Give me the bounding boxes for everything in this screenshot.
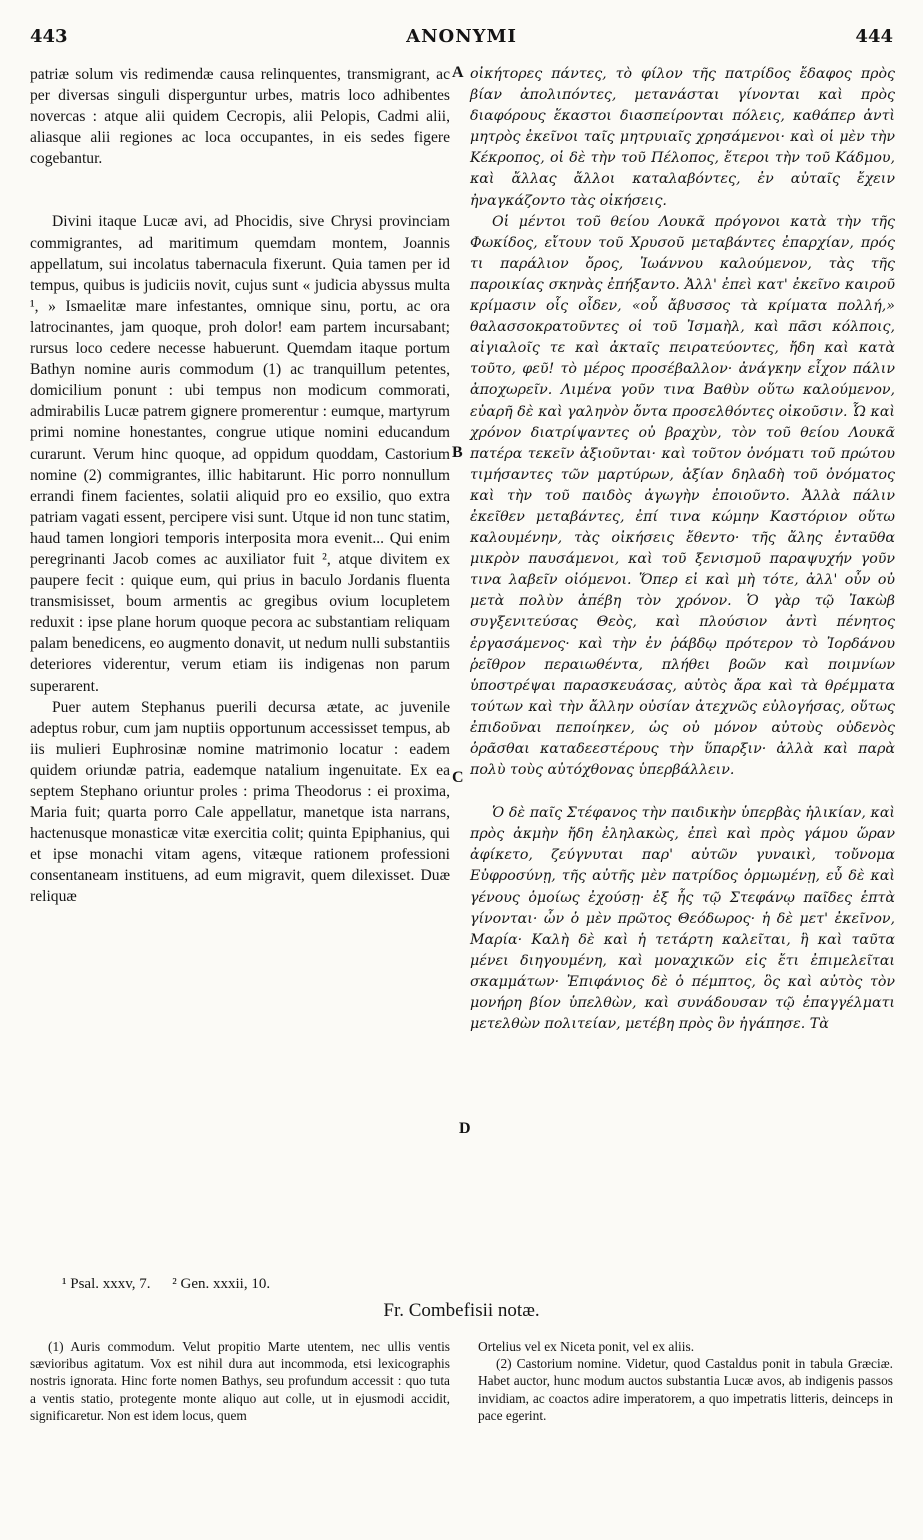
footnote-1: ¹ Psal. xxxv, 7. (62, 1276, 151, 1292)
latin-column (30, 64, 450, 908)
notes-right-column (478, 1338, 893, 1424)
section-marker-d: D (459, 1120, 471, 1137)
greek-paragraph-2: Οἱ μέντοι τοῦ θείου Λουκᾶ πρόγονοι κατὰ τὴν τῆς Φωκίδος, εἴτουν τοῦ Χρυσοῦ μεταβάντες ἐπαρχίαν, πρός τι παράλιον ὄρος, Ἰωάννου καλούμενον, τὰς τῆς παροικίας σκηνὰς ἐπήξαντο. Ἀλλ' ἐπεὶ κατ' ἐκεῖνο καιροῦ κρίμασιν οἷς οἶδεν, «οὗ ἄβυσσος τὰ κρίματα πολλή,» θαλασσοκρατοῦντες οἱ τοῦ Ἰσμαὴλ, καὶ πᾶσι κόλποις, αἰγιαλοῖς τε καὶ ἀκταῖς πειρατεύοντες, ἤδη καὶ κατὰ τοῦτο, φεῦ! τὸ μέρος προσέβαλλον· ἀνάγκην εἶχον πάλιν ἀποχωρεῖν. Λιμένα γοῦν τινα Βαθὺν οὕτω καλούμενον, εὐαρῆ δὲ καὶ γαληνὸν ὄντα προσελθόντες οἰκοῦσιν. Ὧ καὶ χρόνον διατρίψαντες οὐ βραχὺν, τὸν τοῦ θείου Λουκᾶ πατέρα τεκεῖν ἀξιοῦνται· καὶ τοῦτον ὀνόματι τοῦ πρώτου τιμήσαντες τῶν μαρτύρων, ἀξίαν δηλαδὴ τοῦ ὀνόματος καὶ τὴν τοῦ παιδὸς ἀγωγὴν ἐποιοῦντο. Ἀλλὰ πάλιν ἐκεῖθεν μεταβάντες, ἐπί τινα κώμην Καστόριον οὕτω καλουμένην, τὰς οἰκήσεις ἔθεντο· τῆς ἄλης ἐνταῦθα μικρὸν παυσάμενοι, καὶ τοῦ ξενισμοῦ παραψυχήν γοῦν τινα λαβεῖν οἰόμενοι. Ὅπερ εἰ καὶ μὴ τότε, ἀλλ' οὖν οὐ μετὰ πολὺν ἀπέβη τὸν χρόνον. Ὁ γὰρ τῷ Ἰακὼβ συγξενιτεύσας Θεὸς, καὶ πλούσιον ἀντὶ πένητος ἐργασάμενος· καὶ τὴν ἐν ῥάβδῳ πρότερον τὸ Ἰορδάνου ῥεῖθρον περαιωθέντα, πλήθει βοῶν καὶ ποιμνίων ὑποστρέψαι παρασκευάσας, αὐτὸς ἄρα καὶ τὰ θρέμματα τούτων καὶ τὴν ἄλλην οὐσίαν ἀτεχνῶς εὐλογήσας, οὕτως ἐπιδοῦναι πεποίηκεν, ὡς οὐ μόνον αὐτοὺς οὐδενὸς ὁρᾶσθαι καταδεεστέρους τὴν ὕπαρξιν· ἀλλὰ καὶ παρὰ πολὺ τοὺς αὐτόχθονας ὑπερβάλλειν. (470, 213, 895, 779)
note-1: (1) Auris commodum. Velut propitio Marte utentem, nec ullis ventis sævioribus agitatum. Vox est nihil dura aut incommoda, etsi lexicographis nostris ignorata. Hinc forte nomen Bathys, seu profundum accessit : quo tuta a ventis statio, protegente monte aliquo aut colle, ut in ejusmodi accidit, significaretur. Non est idem locus, quem (30, 1339, 450, 1423)
latin-paragraph-1: patriæ solum vis redimendæ causa relinquentes, transmigrant, ac per diversas singuli disperguntur urbes, matris loco adhibentes novercas : atque alii quidem Cecropis, alii Pelopis, Cadmi alii, aliasque alii regiones ac loca occupantes, in eis sedes figere cogebantur. (30, 66, 450, 168)
page-number-left: 443 (30, 26, 68, 47)
section-marker-b: B (452, 444, 463, 461)
footnote-2: ² Gen. xxxii, 10. (172, 1276, 271, 1292)
greek-paragraph-3: Ὁ δὲ παῖς Στέφανος τὴν παιδικὴν ὑπερβὰς ἡλικίαν, καὶ πρὸς ἀκμὴν ἤδη ἐληλακὼς, ἐπεὶ καὶ πρὸς γάμου ὥραν ἀφίκετο, ζεύγνυται παρ' αὐτῶν γυναικὶ, τοὔνομα Εὐφροσύνῃ, τῆς αὐτῆς μὲν πατρίδος ὁρμωμένῃ, εὖ δὲ καὶ γένους ὁμοίως ἐχούσῃ· ἐξ ἧς τῷ Στεφάνῳ παῖδες ἑπτὰ γίνονται· ὧν ὁ μὲν πρῶτος Θεόδωρος· ἡ δὲ μετ' ἐκεῖνον, Μαρία· Καλὴ δὲ καὶ ἡ τετάρτη καλεῖται, ἣ καὶ ταῦτα μένει διηγουμένη, καὶ μοναχικῶν εἰς ἔτι ἐπιμελεῖται σκαμμάτων· Ἐπιφάνιος δὲ ὁ πέμπτος, ὃς καὶ αὐτὸς τὸν μονήρη βίον ὑπελθὼν, καὶ συνάδουσαν τῷ ἐπαγγέλματι μετελθὼν πολιτείαν, μετέβη πρὸς ὃν ἠγάπησε. Τὰ (470, 805, 895, 1033)
footnotes (62, 1276, 288, 1293)
note-1-continued: Ortelius vel ex Niceta ponit, vel ex aliis. (478, 1339, 695, 1354)
greek-column (470, 64, 895, 1035)
page-header (30, 26, 893, 56)
section-marker-c: C (452, 769, 464, 786)
page-number-right: 444 (855, 26, 893, 47)
notes-title: Fr. Combefisii notæ. (383, 1300, 540, 1321)
notes-left-column (30, 1338, 450, 1424)
latin-paragraph-3: Puer autem Stephanus puerili decursa ætate, ac juvenile adeptus robur, cum jam nuptiis opportunum accessisset tempus, ab iis mulieri Euphrosinæ nomine matrimonio locatur : eadem quidem oriundæ patria, eademque natalium ingenuitate. Ex ea septem Stephano oriuntur proles : prima Theodorus : ei proxima, Maria fuit; quarta porro Cale appellatur, manetque ista narrans, hactenusque monasticæ vitæ exercitia colit; quinta Epiphanius, qui et ipse monachi vitam agens, vitæque rationem professioni consentaneam instituens, ad eum migravit, quem dilexisset. Duæ reliquæ (30, 698, 450, 906)
latin-paragraph-2: Divini itaque Lucæ avi, ad Phocidis, sive Chrysi provinciam commigrantes, ad maritimum quemdam montem, Joannis appellatum, sui incolatus tabernacula fixerunt. Quia tamen per id tempus, quibus is judiciis novit, cujus sunt « judicia abyssus multa ¹, » Ismaelitæ mare infestantes, omnique sinu, portu, ac ora latrocinantes, jam quoque, proh dolor! eam partem incursabant; rursus loco cedere necesse habuerunt. Quemdam itaque portum Bathyn nomine auris commodum (1) ac tranquillum petentes, domicilium ponunt : ubi tempus non modicum commorati, admirabilis Lucæ patrem gignere promerentur : eumque, martyrum primi nomine honestantes, congrue utique nomini educandum curarunt. Verum hinc quoque, ad oppidum quoddam, Castorium nomine (2) commigrantes, illic habitarunt. Hic porro nonnullum errandi finem facientes, solatii aliquid pro eo exsilio, quo extra patriam vagati essent, percipere visi sunt. Utque id non tunc statim, haud tamen longiori temporis interposita mora evenit... Qui enim peregrinanti Jacob comes ac auxiliator fuit ², atque divitem ex paupere fecit : quique eum, qui prius in baculo Jordanis fluenta transmisisset, boum armentis ac gregibus ovium locupletem reduxit : ipse plane horum quoque pecora ac substantiam reliquam palam benedicens, eo augmento donavit, ut nedum nulli substantiis deteriores viderentur, verum etiam iis indigenas non parum superarent. (30, 213, 450, 695)
greek-paragraph-1: οἰκήτορες πάντες, τὸ φίλον τῆς πατρίδος ἔδαφος πρὸς βίαν ἀπολιπόντες, μετανάσται γίνονται καὶ πρὸς διαφόρους ἕκαστοι διασπείρονται πόλεις, καθάπερ ἀντὶ μητρὸς ἐκεῖνοι ταῖς μητρυιαῖς χρησάμενοι· καὶ οἱ μὲν τὴν Κέκροπος, οἱ δὲ τὴν τοῦ Πέλοπος, ἕτεροι τὴν τοῦ Κάδμου, καὶ ἄλλας ἄλλοι καταλαβόντες, ἐν αὐταῖς ἔχειν ἠναγκάζοντο τὰς οἰκήσεις. (470, 66, 895, 209)
section-marker-a: A (452, 64, 464, 81)
note-2: (2) Castorium nomine. Videtur, quod Castaldus ponit in tabula Græciæ. Habet auctor, hunc modum auctos substantia Lucæ avos, ab indigenis passos invidiam, ac coactos adire imperatorem, a quo impetratis litteris, deinceps in pace egerint. (478, 1356, 893, 1423)
running-title: ANONYMI (406, 26, 517, 47)
